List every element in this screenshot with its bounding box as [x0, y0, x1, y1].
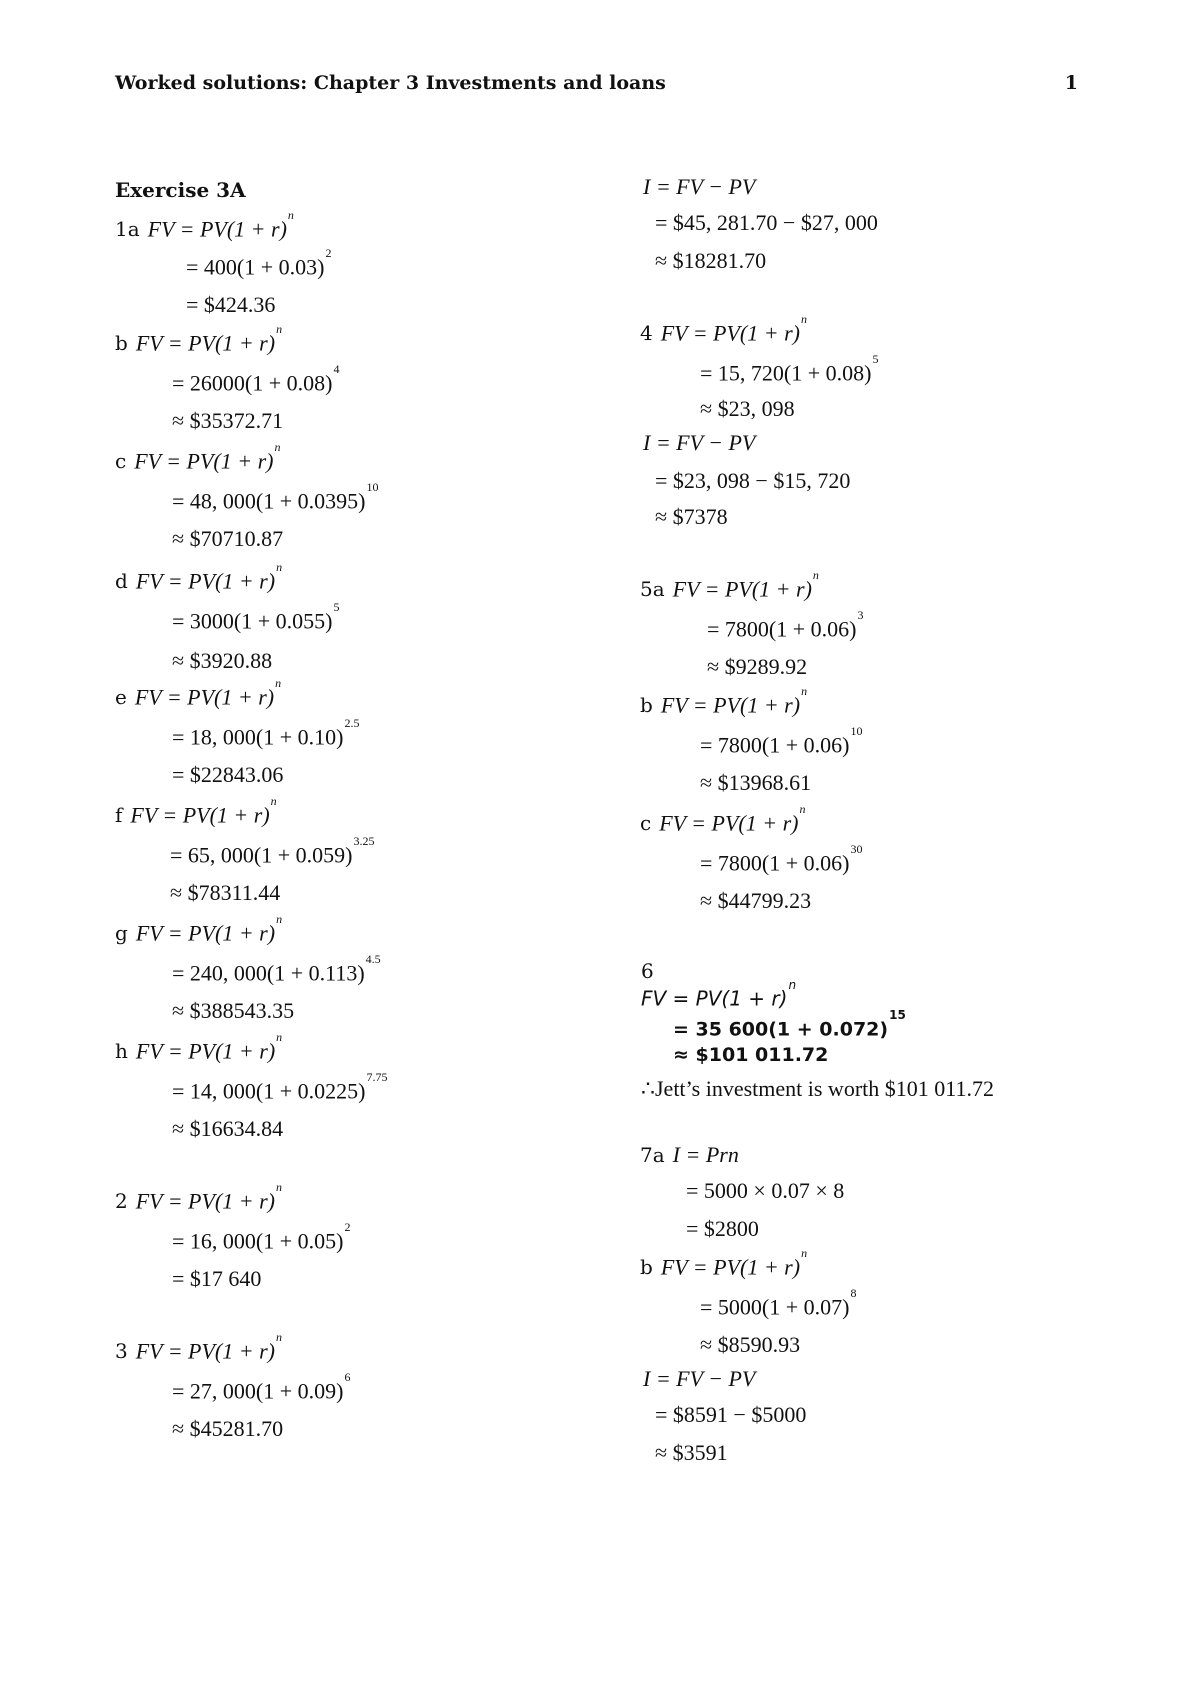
q6-formula: FV = $PV(1 + r)^n$ [641, 978, 797, 1011]
q1b-result: ≈ $35372.71 [172, 408, 284, 433]
q2-result: = $17 640 [172, 1266, 262, 1291]
q1c-formula: c FV = $PV(1 + r)^n$ [115, 440, 281, 474]
q1g-substitution: = 240, $000(1 + 0.113)^{4.5}$ [172, 952, 381, 986]
q5b-result: ≈ $13968.61 [700, 770, 812, 795]
q7b-interest-formula: I = FV − PV [643, 1366, 756, 1391]
q1g-result: ≈ $388543.35 [172, 998, 295, 1023]
q1c-result: ≈ $70710.87 [172, 526, 284, 551]
q3-substitution: = 27, $000(1 + 0.09)^6$ [172, 1370, 351, 1404]
q3-interest-substitution: = $45, 281.70 − $27, 000 [655, 210, 878, 235]
q7b-interest-substitution: = $8591 − $5000 [655, 1402, 807, 1427]
q3-result: ≈ $45281.70 [172, 1416, 284, 1441]
q1d-substitution: = $3000(1 + 0.055)^5$ [172, 600, 340, 634]
exercise-heading: Exercise 3A [115, 178, 246, 202]
q6-substitution: = 35 $600(1 + 0.072)^{15}$ [673, 1008, 906, 1041]
q1b-substitution: = $26000(1 + 0.08)^4$ [172, 362, 340, 396]
q4-result: ≈ $23, 098 [700, 396, 795, 421]
q4-interest-result: ≈ $7378 [655, 504, 728, 529]
q6-label: 6 [641, 959, 654, 983]
q2-formula: 2 FV = $PV(1 + r)^n$ [115, 1180, 282, 1214]
q1g-formula: g FV = $PV(1 + r)^n$ [115, 912, 283, 946]
q1a-result: = $424.36 [186, 292, 276, 317]
q1a-substitution: = $400(1 + 0.03)^2$ [186, 246, 332, 280]
page-number: 1 [1064, 72, 1078, 94]
q7a-substitution: = 5000 × 0.07 × 8 [686, 1178, 845, 1203]
page-header [115, 72, 1078, 102]
q1a-formula: 1a FV = $PV(1 + r)^n$ [115, 208, 294, 242]
q4-substitution: = 15, $720(1 + 0.08)^5$ [700, 352, 879, 386]
q3-interest-result: ≈ $18281.70 [655, 248, 767, 273]
q4-interest-substitution: = $23, 098 − $15, 720 [655, 468, 851, 493]
q2-substitution: = 16, $000(1 + 0.05)^2$ [172, 1220, 351, 1254]
q1c-substitution: = 48, $000(1 + 0.0395)^{10}$ [172, 480, 379, 514]
q5c-substitution: = $7800(1 + 0.06)^{30}$ [700, 842, 863, 876]
q1h-substitution: = 14, $000(1 + 0.0225)^{7.75}$ [172, 1070, 388, 1104]
q3-formula: 3 FV = $PV(1 + r)^n$ [115, 1330, 282, 1364]
q6-result: ≈ $101 011.72 [673, 1044, 829, 1066]
q7b-result: ≈ $8590.93 [700, 1332, 801, 1357]
q1f-formula: f FV = $PV(1 + r)^n$ [115, 794, 277, 828]
q1d-result: ≈ $3920.88 [172, 648, 273, 673]
q7a-result: = $2800 [686, 1216, 759, 1241]
q5c-formula: c FV = $PV(1 + r)^n$ [640, 802, 806, 836]
q5a-substitution: = $7800(1 + 0.06)^3$ [707, 608, 864, 642]
q1f-substitution: = 65, $000(1 + 0.059)^{3.25}$ [170, 834, 375, 868]
q3-interest-formula: I = FV − PV [643, 174, 756, 199]
q5b-substitution: = $7800(1 + 0.06)^{10}$ [700, 724, 863, 758]
q1e-result: = $22843.06 [172, 762, 284, 787]
q5b-formula: b FV = $PV(1 + r)^n$ [640, 684, 808, 718]
q1e-substitution: = 18, $000(1 + 0.10)^{2.5}$ [172, 716, 360, 750]
q4-interest-formula: I = FV − PV [643, 430, 756, 455]
q1b-formula: b FV = $PV(1 + r)^n$ [115, 322, 283, 356]
header-title: Worked solutions: Chapter 3 Investments and loans [115, 72, 666, 94]
q6-conclusion: ∴Jett’s investment is worth $101 011.72 [641, 1076, 994, 1101]
q7b-interest-result: ≈ $3591 [655, 1440, 728, 1465]
q7b-substitution: = $5000(1 + 0.07)^8$ [700, 1286, 857, 1320]
q1e-formula: e FV = $PV(1 + r)^n$ [115, 676, 282, 710]
q7a-formula: 7a I = Prn [640, 1142, 739, 1167]
q5a-result: ≈ $9289.92 [707, 654, 808, 679]
q1h-formula: h FV = $PV(1 + r)^n$ [115, 1030, 283, 1064]
q1d-formula: d FV = $PV(1 + r)^n$ [115, 560, 283, 594]
q5c-result: ≈ $44799.23 [700, 888, 812, 913]
q4-formula: 4 FV = $PV(1 + r)^n$ [640, 312, 807, 346]
q1f-result: ≈ $78311.44 [170, 880, 281, 905]
q5a-formula: 5a FV = $PV(1 + r)^n$ [640, 568, 819, 602]
q1h-result: ≈ $16634.84 [172, 1116, 284, 1141]
q7b-formula: b FV = $PV(1 + r)^n$ [640, 1246, 808, 1280]
